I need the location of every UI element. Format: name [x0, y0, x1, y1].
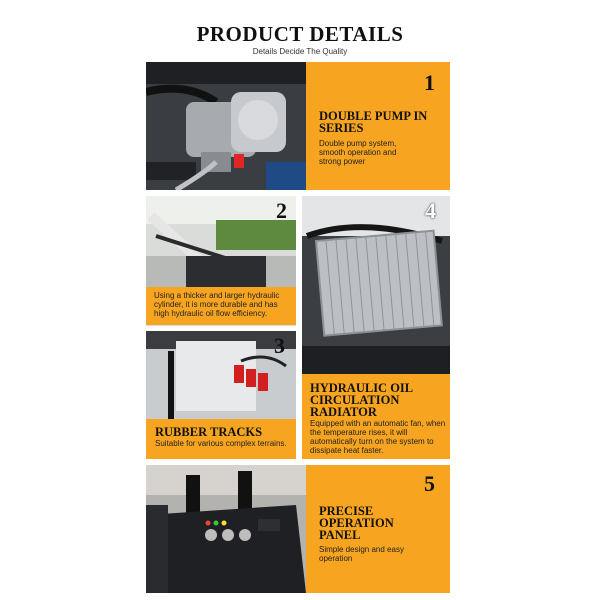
panel-photo — [146, 465, 306, 593]
feature-title-4: HYDRAULIC OIL CIRCULATION RADIATOR — [310, 381, 413, 419]
feature-card-5 — [306, 465, 450, 593]
feature-desc-5: Simple design and easy operation — [319, 545, 404, 563]
feature-card-1 — [306, 62, 450, 190]
radiator-photo — [302, 196, 450, 374]
feature-number-4: 4 — [425, 198, 436, 223]
pump-photo — [146, 62, 306, 190]
feature-card-2 — [146, 287, 296, 325]
feature-title-5: PRECISE OPERATION PANEL — [319, 504, 394, 542]
tracks-photo — [146, 331, 296, 419]
feature-card-3 — [146, 419, 296, 459]
feature-number-1: 1 — [424, 70, 435, 95]
page-subtitle: Details Decide The Quality — [252, 47, 348, 56]
feature-number-5: 5 — [424, 471, 435, 496]
feature-desc-3: Suitable for various complex terrains. — [155, 439, 287, 448]
feature-card-4 — [302, 374, 450, 459]
feature-desc-1: Double pump system, smooth operation and strong power — [319, 139, 397, 166]
feature-desc-4: Equipped with an automatic fan, when the temperature rises, it will automatically turn on the system to dissipate heat faster. — [310, 419, 446, 455]
feature-title-3: RUBBER TRACKS — [155, 425, 263, 439]
feature-title-1: DOUBLE PUMP IN SERIES — [319, 109, 428, 135]
feature-desc-2: Using a thicker and larger hydraulic cylinder, it is more durable and has high hydraulic oil flow efficiency. — [154, 291, 280, 318]
page-title: PRODUCT DETAILS — [196, 22, 404, 46]
feature-number-2: 2 — [276, 198, 287, 223]
feature-number-3: 3 — [274, 333, 285, 358]
